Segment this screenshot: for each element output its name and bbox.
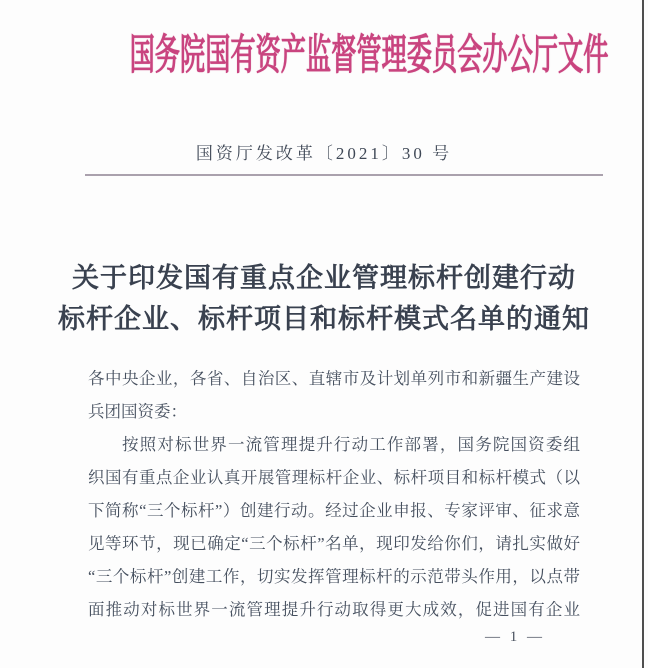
header-divider <box>85 174 603 176</box>
title-line-2: 标杆企业、标杆项目和标杆模式名单的通知 <box>58 304 590 334</box>
title-line-1: 关于印发国有重点企业管理标杆创建行动 <box>72 263 576 293</box>
body-line: 见等环节，现已确定“三个标杆”名单，现印发给你们，请扎实做好 <box>88 534 580 553</box>
document-title <box>0 258 648 340</box>
body-line: 织国有重点企业认真开展管理标杆企业、标杆项目和标杆模式（以 <box>88 468 580 487</box>
body-line: 下简称“三个标杆”）创建行动。经过企业申报、专家评审、征求意 <box>88 501 580 520</box>
body-line: 面推动对标世界一流管理提升行动取得更大成效，促进国有企业 <box>88 600 580 619</box>
red-header-title: 国务院国有资产监督管理委员会办公厅文件 <box>129 33 609 79</box>
body-line: “三个标杆”创建工作，切实发挥管理标杆的示范带头作用，以点带 <box>88 567 580 586</box>
page-number: — 1 — <box>485 629 545 645</box>
salutation-line-1: 各中央企业，各省、自治区、直辖市及计划单列市和新疆生产建设 <box>88 369 580 388</box>
body-line: 按照对标世界一流管理提升行动工作部署，国务院国资委组 <box>122 435 580 454</box>
body-text <box>88 362 580 626</box>
scan-edge-line <box>642 0 644 668</box>
salutation-line-2: 兵团国资委： <box>88 402 187 421</box>
doc-number: 国资厅发改革〔2021〕30 号 <box>195 144 453 163</box>
